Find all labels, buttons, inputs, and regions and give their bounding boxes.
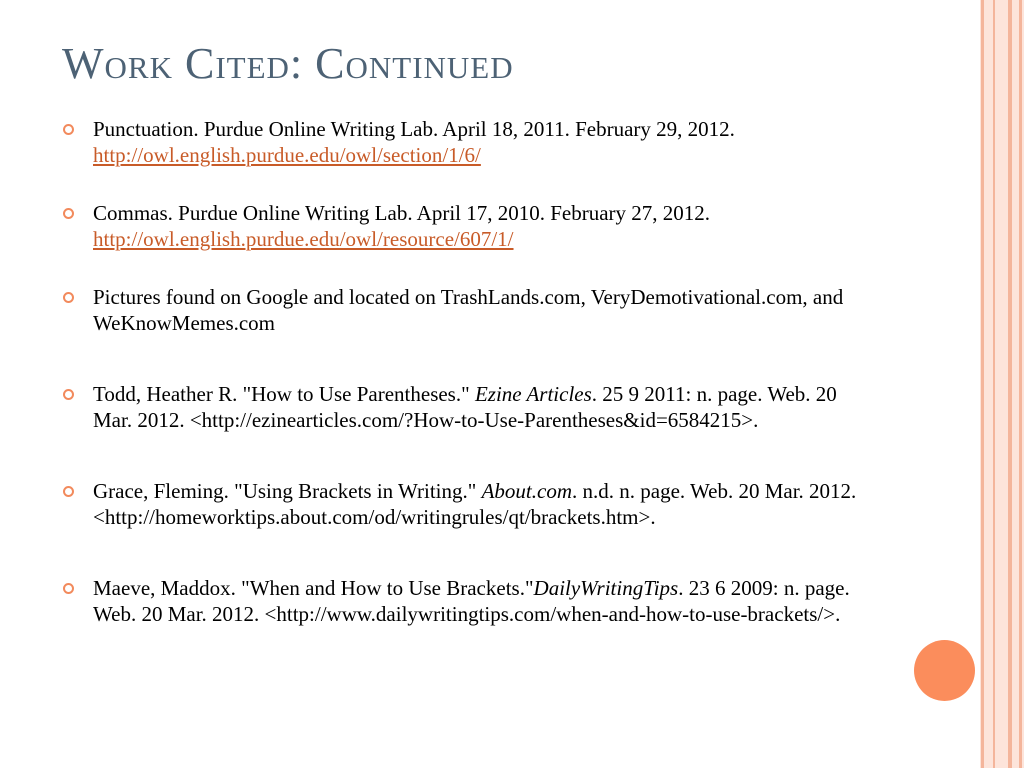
- citation-text: Todd, Heather R. "How to Use Parentheses.": [93, 382, 470, 406]
- bullet-circle-icon: [63, 389, 74, 400]
- citation-text: Maeve, Maddox. "When and How to Use Brackets.": [93, 576, 534, 600]
- citation-source-title: About.com: [481, 479, 572, 503]
- citation-text: Commas. Purdue Online Writing Lab. April 17, 2010. February 27, 2012.: [93, 201, 711, 225]
- stripe-line: [1019, 0, 1022, 768]
- citation-text: Grace, Fleming. "Using Brackets in Writing.": [93, 479, 477, 503]
- citation-item: [62, 478, 862, 530]
- bullet-circle-icon: [63, 583, 74, 594]
- citation-details: . 25 9 2011: n. page. Web. 20 Mar. 2012. <http://ezinearticles.com/?How-to-Use-Parentheses&id=6584215>.: [93, 382, 837, 432]
- citation-source-title: Ezine Articles: [474, 382, 592, 406]
- citation-link[interactable]: http://owl.english.purdue.edu/owl/section/1/6/: [93, 143, 481, 167]
- citation-item: [62, 381, 862, 433]
- decorative-circle: [914, 640, 975, 701]
- citation-item: [62, 284, 862, 336]
- citation-text: Punctuation. Purdue Online Writing Lab. April 18, 2011. February 29, 2012.: [93, 117, 735, 141]
- citation-item: [62, 575, 862, 627]
- citation-source-title: DailyWritingTips: [533, 576, 679, 600]
- stripe-line: [993, 0, 995, 768]
- citation-item: [62, 200, 862, 252]
- bullet-circle-icon: [63, 208, 74, 219]
- bullet-circle-icon: [63, 124, 74, 135]
- citation-list: [62, 116, 862, 627]
- stripe-line: [981, 0, 984, 768]
- citation-details: . 23 6 2009: n. page. Web. 20 Mar. 2012. <http://www.dailywritingtips.com/when-and-how-to-use-brackets/>.: [93, 576, 850, 626]
- stripe-line: [1008, 0, 1012, 768]
- citation-details: . n.d. n. page. Web. 20 Mar. 2012. <http://homeworktips.about.com/od/writingrules/qt/brackets.htm>.: [93, 479, 857, 529]
- bullet-circle-icon: [63, 292, 74, 303]
- slide-title: Work Cited: Continued: [62, 39, 514, 88]
- citation-link[interactable]: http://owl.english.purdue.edu/owl/resource/607/1/: [93, 227, 514, 251]
- bullet-circle-icon: [63, 486, 74, 497]
- citation-item: [62, 116, 862, 168]
- citation-text: Pictures found on Google and located on TrashLands.com, VeryDemotivational.com, and WeKnowMemes.com: [93, 285, 844, 335]
- decorative-stripes: [980, 0, 1024, 768]
